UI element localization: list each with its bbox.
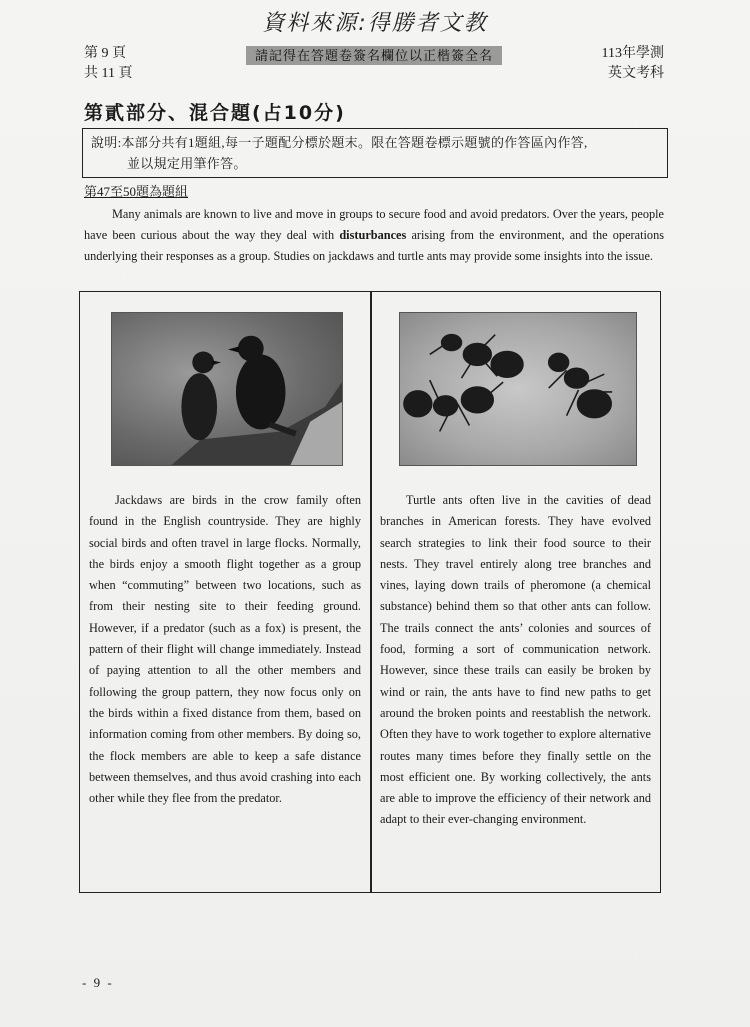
turtle-ants-photo bbox=[399, 312, 637, 466]
page-footer: - 9 - bbox=[82, 975, 114, 990]
passage-box bbox=[79, 291, 661, 893]
intro-paragraph bbox=[84, 204, 664, 266]
intro-text-2: arising from the environment, and the operations underlying their responses as a group. Studies on jackdaws and turtle ants may provide some insights into the issue. bbox=[84, 227, 664, 263]
intro-bold-term: disturbances bbox=[339, 227, 407, 242]
column-divider bbox=[370, 292, 372, 892]
instruction-box bbox=[82, 128, 668, 178]
question-group-label: 第47至50題為題組 bbox=[84, 184, 189, 199]
turtle-ant-passage: Turtle ants often live in the cavities of dead branches in American forests. They have evolved search strategies to link their food source to their nests. They travel entirely along tree branches and vines, laying down trails of pheromone (a chemical substance) behind them so that other ants can follow. The trails connect the ants’ colonies and sources of food, forming a sort of communication network. However, since these trails can easily be broken by wind or rain, the ants have to find new paths to get around the broken points and reestablish the network. Often they have to work together to explore alternative routes many times before they finally settle on the most efficient one. By working collectively, the ants are able to improve the efficiency of their network and adapt to their ever-changing environment. bbox=[380, 493, 651, 827]
subject-label: 英文考科 bbox=[608, 66, 664, 81]
jackdaw-passage: Jackdaws are birds in the crow family often found in the English countryside. They are highly social birds and often travel in large flocks. Normally, the birds enjoy a smooth flight together as a group when “commuting” between two locations, such as from their nesting site to their feeding ground. However, if a predator (such as a fox) is present, the pattern of their flight will change immediately. Instead of paying attention to all the other members and following the group pattern, they now focus only on the birds within a fixed distance from them, based on information coming from other members. By doing so, the flock members are able to keep a safe distance between themselves, and thus avoid crashing into each other while they flee from the predator. bbox=[89, 493, 361, 806]
source-note: 資料來源:得勝者文教 bbox=[262, 11, 488, 36]
instruction-line-2: 並以規定用筆作答。 bbox=[127, 156, 247, 171]
header-right bbox=[602, 44, 664, 84]
instruction-line-1: 說明:本部分共有1題組,每一子題配分標於題末。限在答題卷標示題號的作答區內作答, bbox=[91, 135, 588, 150]
page-number-label: 第 9 頁 bbox=[84, 46, 126, 61]
jackdaw-photo bbox=[111, 312, 343, 466]
header-left bbox=[84, 44, 132, 84]
signature-notice-banner: 請記得在答題卷簽名欄位以正楷簽全名 bbox=[246, 46, 502, 65]
total-pages-label: 共 11 頁 bbox=[84, 66, 133, 81]
section-title: 第貳部分、混合題(占10分) bbox=[84, 102, 346, 124]
exam-year-label: 113年學測 bbox=[601, 46, 664, 61]
intro-text-1: Many animals are known to live and move in groups to secure food and avoid predators. Over the years, people have been curious about the way they deal with bbox=[84, 207, 664, 242]
